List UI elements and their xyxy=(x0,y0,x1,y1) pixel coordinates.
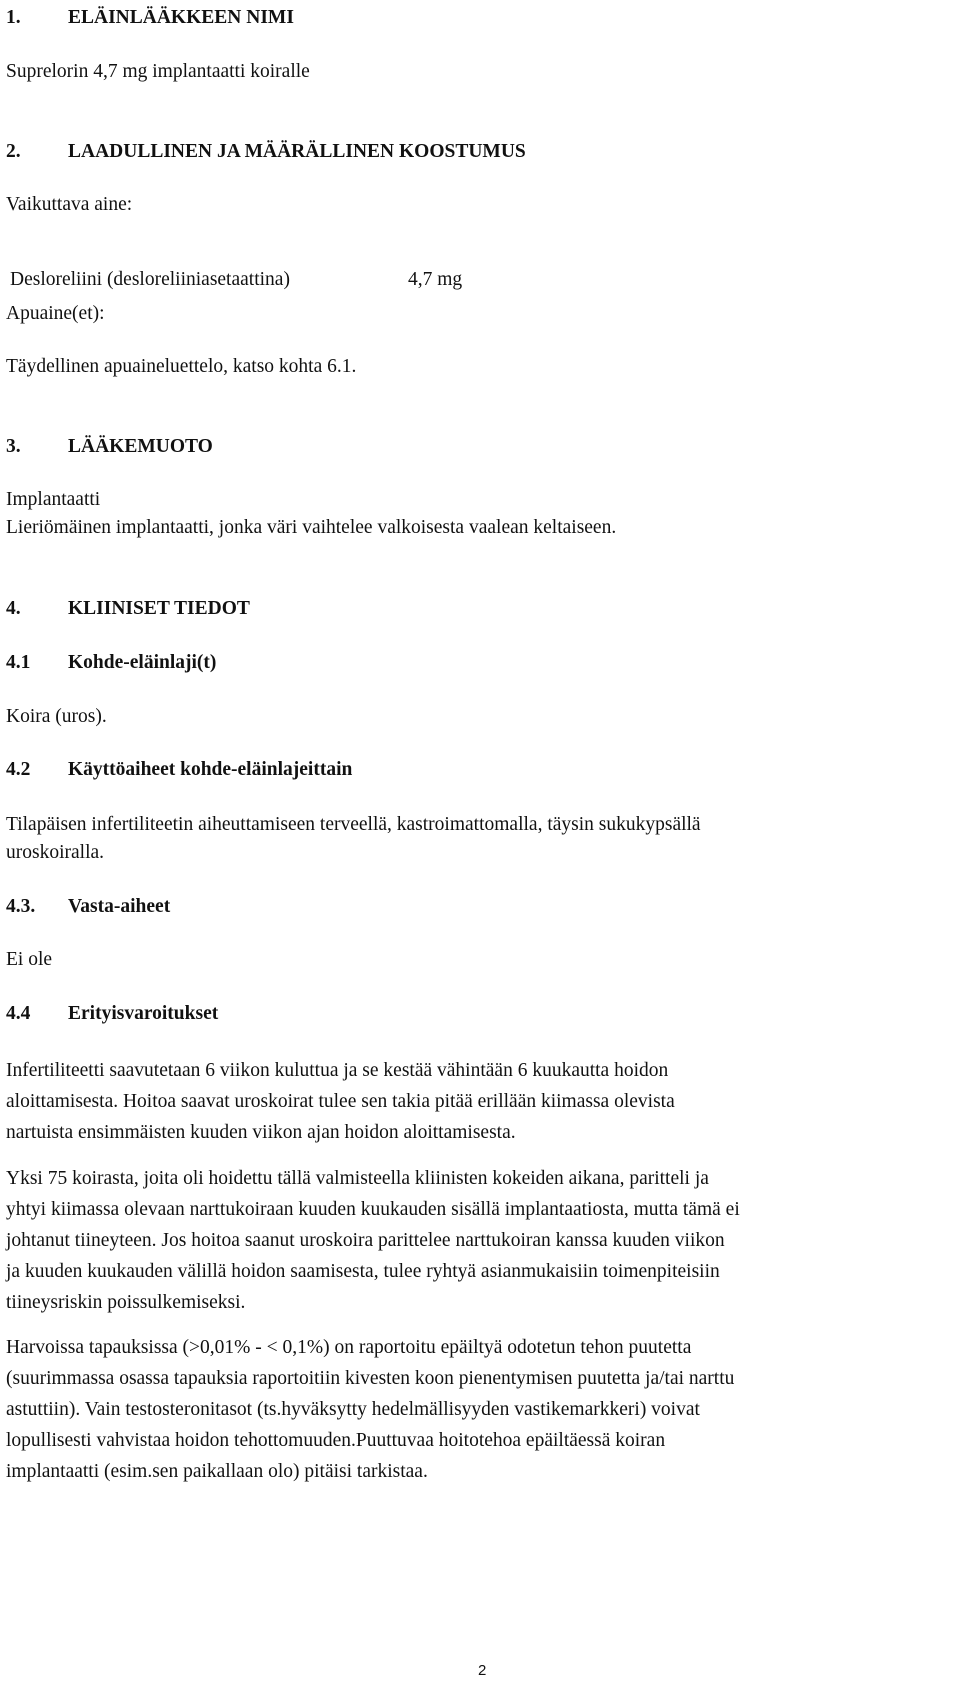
indications-paragraph xyxy=(6,811,956,867)
composition-row xyxy=(10,267,510,293)
section-title: KLIINISET TIEDOT xyxy=(68,598,250,619)
subsection-number: 4.3. xyxy=(6,896,36,917)
paragraph-line: yhtyi kiimassa olevaan narttukoiraan kuuden kuukauden sisällä implantaatiosta, mutta tämä ei xyxy=(6,1199,740,1220)
active-substance-amount: 4,7 mg xyxy=(408,269,463,290)
paragraph-line: ja kuuden kuukauden välillä hoidon saamisesta, tulee ryhtyä asianmukaisiin toimenpiteisiin xyxy=(6,1261,720,1282)
section-4-heading xyxy=(6,597,250,621)
paragraph-line: johtanut tiineyteen. Jos hoitoa saanut uroskoira parittelee narttukoiran kanssa kuuden viikon xyxy=(6,1230,725,1251)
page-number: 2 xyxy=(478,1662,487,1679)
section-number: 4. xyxy=(6,598,21,619)
section-title: LAADULLINEN JA MÄÄRÄLLINEN KOOSTUMUS xyxy=(68,141,526,162)
section-number: 3. xyxy=(6,436,21,457)
paragraph-line: Infertiliteetti saavutetaan 6 viikon kuluttua ja se kestää vähintään 6 kuukautta hoidon xyxy=(6,1060,669,1081)
subsection-number: 4.1 xyxy=(6,652,31,673)
active-substance-name: Desloreliini (desloreliiniasetaattina) xyxy=(10,269,290,290)
form-description: Lieriömäinen implantaatti, jonka väri vaihtelee valkoisesta vaalean keltaiseen. xyxy=(6,517,617,538)
contraindications-text: Ei ole xyxy=(6,949,53,970)
paragraph-line: implantaatti (esim.sen paikallaan olo) pitäisi tarkistaa. xyxy=(6,1461,428,1482)
subsection-4-3-heading xyxy=(6,895,170,919)
section-2-heading xyxy=(6,140,526,164)
warnings-paragraph-1 xyxy=(6,1055,956,1148)
subsection-number: 4.4 xyxy=(6,1003,31,1024)
subsection-title: Kohde-eläinlaji(t) xyxy=(68,652,217,673)
subsection-title: Käyttöaiheet kohde-eläinlajeittain xyxy=(68,759,353,780)
paragraph-line: (suurimmassa osassa tapauksia raportoitiin kivesten koon pienentymisen puutetta ja/tai narttu xyxy=(6,1368,735,1389)
paragraph-line: Yksi 75 koirasta, joita oli hoidettu tällä valmisteella kliinisten kokeiden aikana, paritteli ja xyxy=(6,1168,709,1189)
section-title: ELÄINLÄÄKKEEN NIMI xyxy=(68,7,294,28)
section-3-heading xyxy=(6,435,213,459)
section-title: LÄÄKEMUOTO xyxy=(68,436,213,457)
section-number: 1. xyxy=(6,7,21,28)
subsection-4-4-heading xyxy=(6,1002,218,1026)
subsection-4-1-heading xyxy=(6,651,216,675)
section-number: 2. xyxy=(6,141,21,162)
paragraph-line: nartuista ensimmäisten kuuden viikon ajan hoidon aloittamisesta. xyxy=(6,1122,516,1143)
warnings-paragraph-3 xyxy=(6,1332,956,1487)
paragraph-line: Harvoissa tapauksissa (>0,01% - < 0,1%) on raportoitu epäiltyä odotetun tehon puutetta xyxy=(6,1337,692,1358)
excipient-text: Täydellinen apuaineluettelo, katso kohta 6.1. xyxy=(6,356,357,377)
product-name: Suprelorin 4,7 mg implantaatti koiralle xyxy=(6,61,310,82)
paragraph-line: Tilapäisen infertiliteetin aiheuttamiseen terveellä, kastroimattomalla, täysin sukukypsällä xyxy=(6,814,701,835)
pharmaceutical-form: Implantaatti xyxy=(6,489,101,510)
paragraph-line: tiineysriskin poissulkemiseksi. xyxy=(6,1292,246,1313)
target-species-text: Koira (uros). xyxy=(6,706,107,727)
subsection-number: 4.2 xyxy=(6,759,31,780)
paragraph-line: lopullisesti vahvistaa hoidon tehottomuuden.Puuttuvaa hoitotehoa epäiltäessä koiran xyxy=(6,1430,666,1451)
subsection-title: Erityisvaroitukset xyxy=(68,1003,219,1024)
warnings-paragraph-2 xyxy=(6,1163,956,1318)
subsection-4-2-heading xyxy=(6,758,352,782)
paragraph-line: aloittamisesta. Hoitoa saavat uroskoirat tulee sen takia pitää erillään kiimassa olevista xyxy=(6,1091,675,1112)
section-1-heading xyxy=(6,6,294,30)
paragraph-line: uroskoiralla. xyxy=(6,842,105,863)
active-substance-label: Vaikuttava aine: xyxy=(6,194,133,215)
subsection-title: Vasta-aiheet xyxy=(68,896,171,917)
excipient-label: Apuaine(et): xyxy=(6,303,105,324)
paragraph-line: astuttiin). Vain testosteronitasot (ts.hyväksytty hedelmällisyyden vastikemarkkeri) voivat xyxy=(6,1399,700,1420)
